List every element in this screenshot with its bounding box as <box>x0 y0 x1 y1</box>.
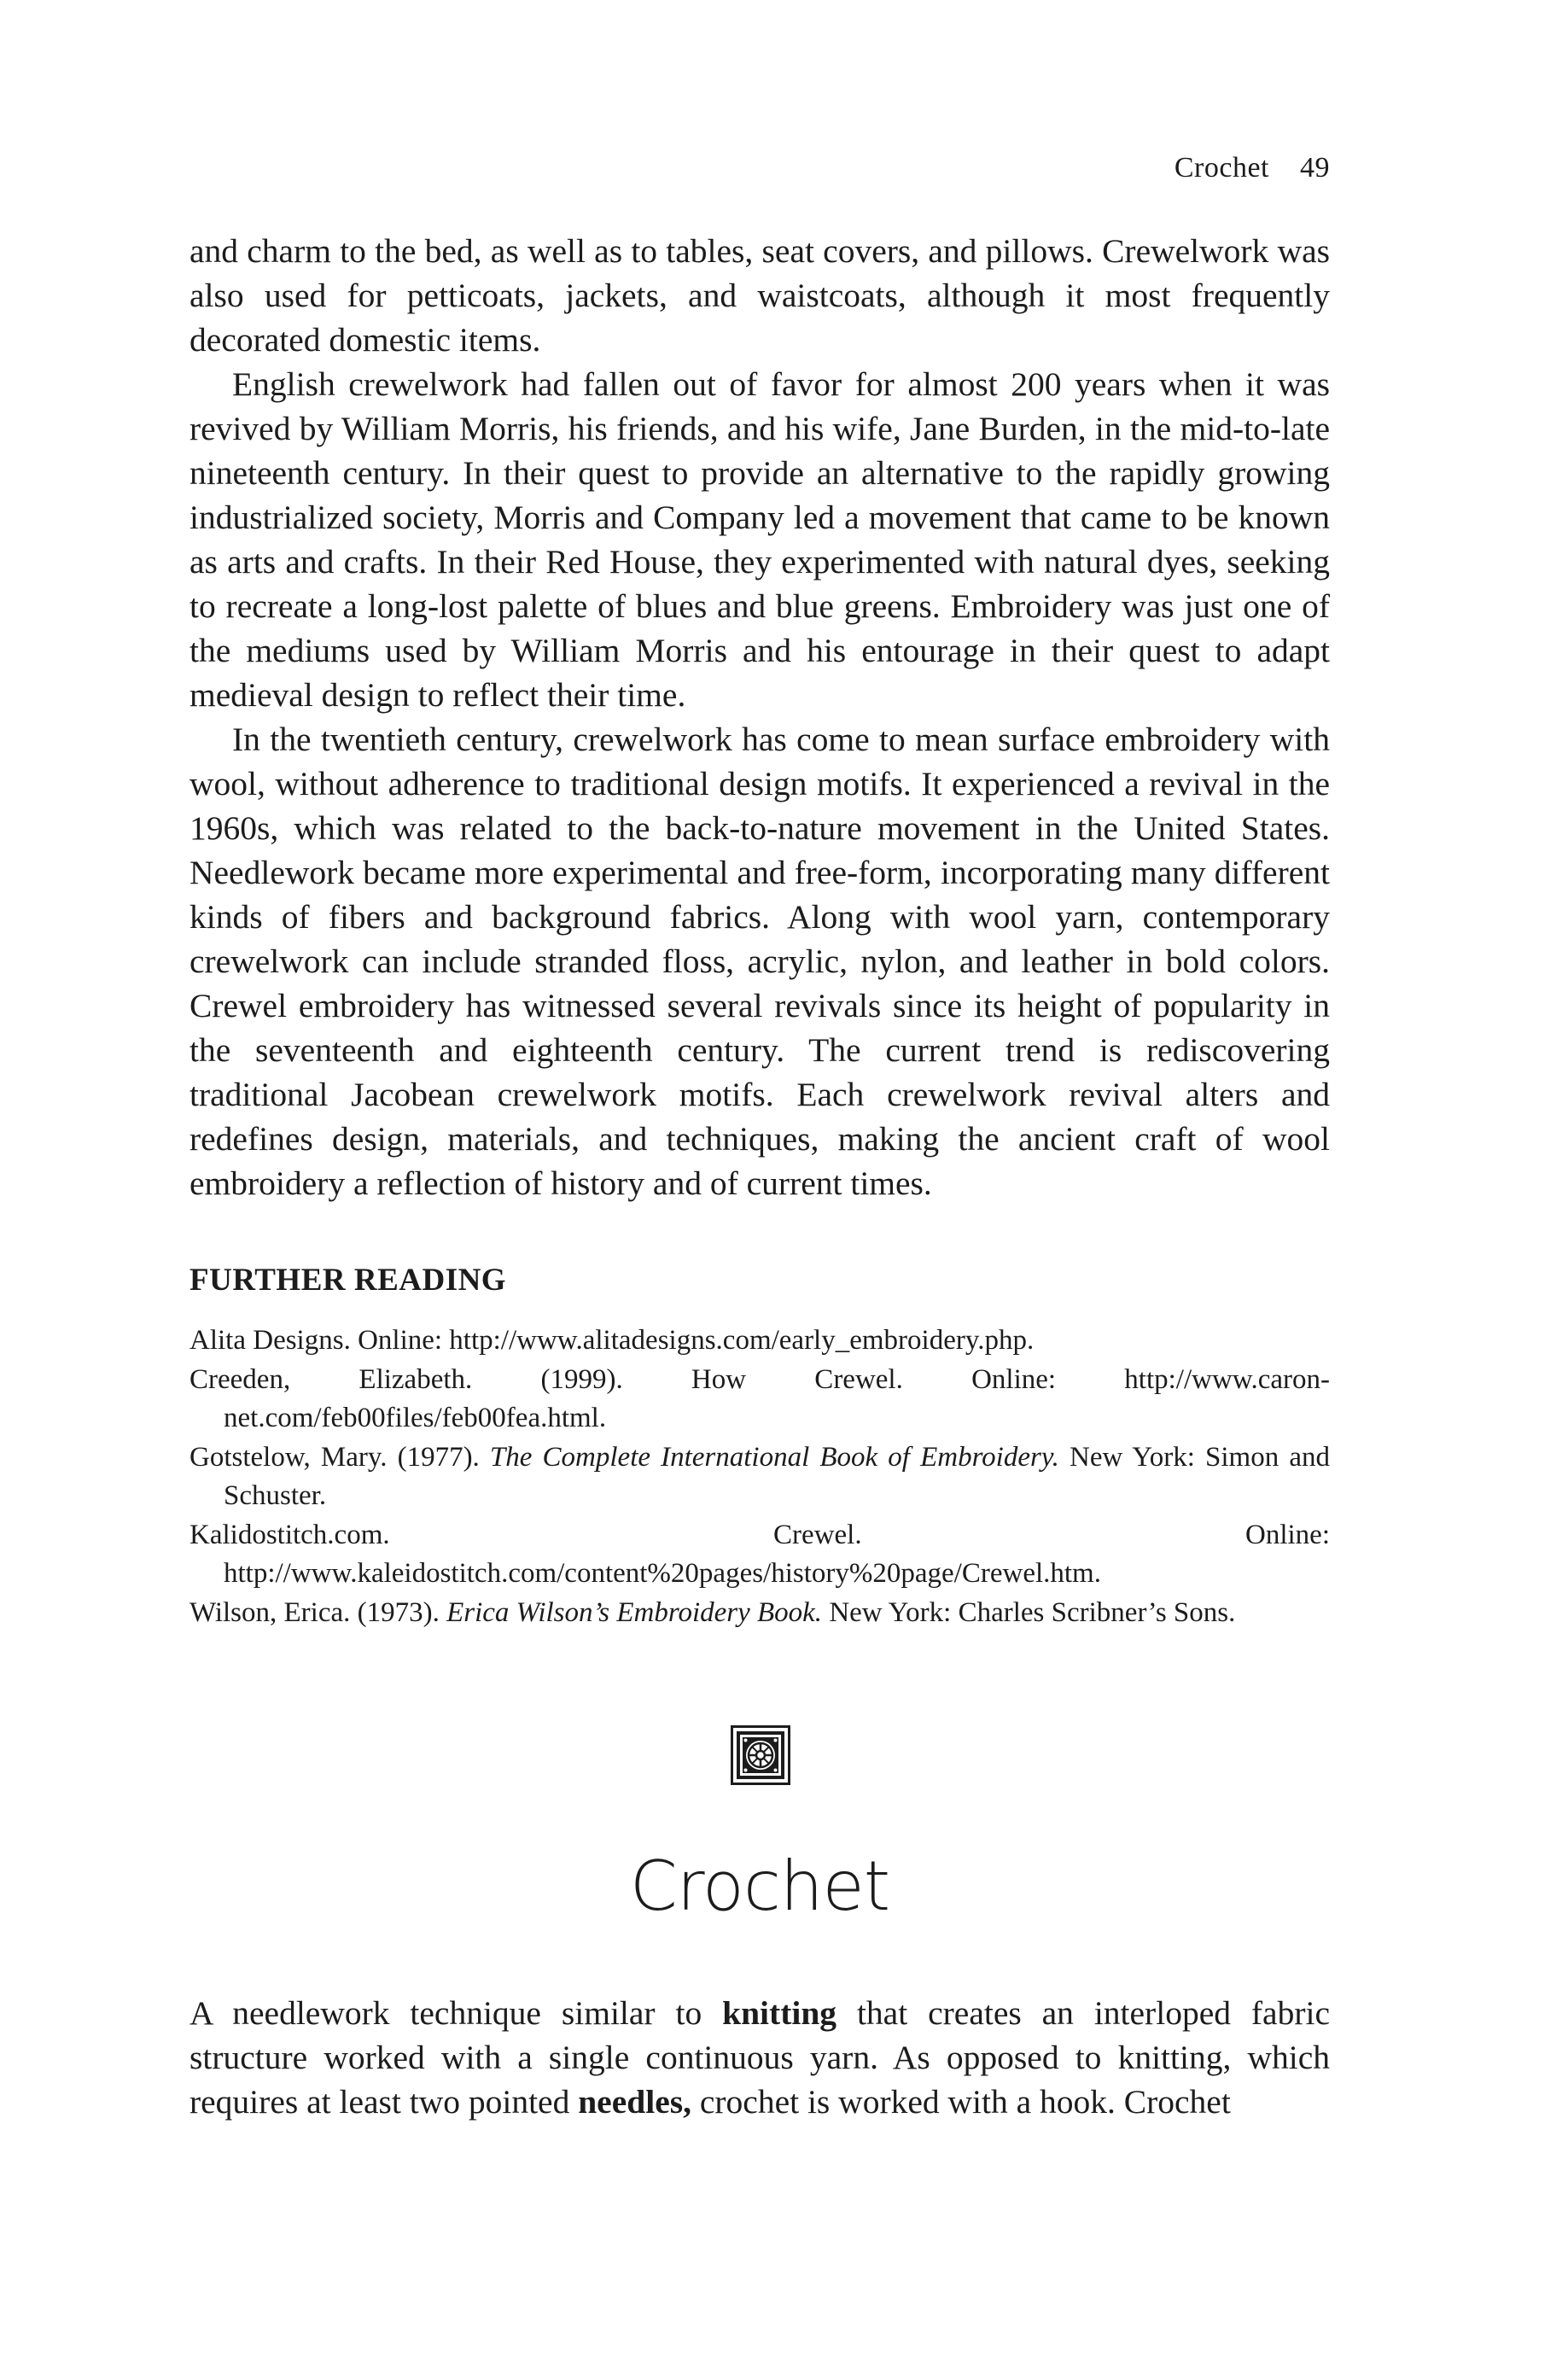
reference-item: Alita Designs. Online: http://www.alitadesigns.com/early_embroidery.php. <box>189 1325 1035 1356</box>
crewelwork-body-text <box>189 229 1330 1205</box>
crochet-entry-text <box>189 1991 1330 2124</box>
paragraph-twentieth-century: In the twentieth century, crewelwork has come to mean surface embroidery with wool, without adherence to traditional design motifs. It experienced a revival in the 1960s, which was related to the back-to-nature movement in the United States. Needlework became more experimental and free-form, incorporating many different kinds of fibers and background fabrics. Along with wool yarn, contemporary crewelwork can include stranded floss, acrylic, nylon, and leather in bold colors. Crewel embroidery has witnessed several revivals since its height of popularity in the seventeenth and eighteenth century. The current trend is rediscovering traditional Jacobean crewelwork motifs. Each crewelwork revival alters and redefines design, materials, and techniques, making the ancient craft of wool embroidery a reflection of history and of current times. <box>189 721 1330 1202</box>
cross-reference-needles: needles, <box>578 2083 691 2121</box>
reference-item: Gotstelow, Mary. (1977). The Complete International Book of Embroidery. New York: Simon and Schuster. <box>189 1442 1330 1511</box>
paragraph-continuation: and charm to the bed, as well as to tables, seat covers, and pillows. Crewelwork was also used for petticoats, jackets, and waistcoats, although it most frequently decorated domestic items. <box>189 232 1330 359</box>
page-number: 49 <box>1300 152 1330 184</box>
cross-reference-knitting: knitting <box>722 1994 837 2032</box>
entry-paragraph: A needlework technique similar to knitting that creates an interloped fabric structure worked with a single continuous yarn. As opposed to knitting, which requires at least two pointed needles, crochet is worked with a hook. Crochet <box>189 1994 1330 2121</box>
running-head <box>1175 152 1330 184</box>
reference-item: Creeden, Elizabeth. (1999). How Crewel. Online: http://www.caron-net.com/feb00files/feb00fea.html. <box>189 1364 1330 1433</box>
paragraph-morris-revival: English crewelwork had fallen out of favor for almost 200 years when it was revived by William Morris, his friends, and his wife, Jane Burden, in the mid-to-late nineteenth century. In their quest to provide an alternative to the rapidly growing industrialized society, Morris and Company led a movement that came to be known as arts and crafts. In their Red House, they experimented with natural dyes, seeking to recreate a long-lost palette of blues and blue greens. Embroidery was just one of the mediums used by William Morris and his entourage in their quest to adapt medieval design to reflect their time. <box>189 365 1330 714</box>
book-title: Erica Wilson’s Embroidery Book. <box>446 1597 823 1628</box>
reference-item: Kalidostitch.com. Crewel. Online: http://www.kaleidostitch.com/content%20pages/history%20page/Crewel.htm. <box>189 1520 1330 1589</box>
book-title: The Complete International Book of Embroidery. <box>489 1442 1059 1473</box>
further-reading-list <box>189 1322 1330 1633</box>
reference-item: Wilson, Erica. (1973). Erica Wilson’s Embroidery Book. New York: Charles Scribner’s Sons. <box>189 1597 1236 1628</box>
celtic-knot-ornament-icon <box>731 1725 790 1785</box>
running-head-section: Crochet <box>1174 152 1269 184</box>
entry-title: Crochet <box>629 1847 890 1926</box>
further-reading-heading: FURTHER READING <box>189 1263 507 1298</box>
